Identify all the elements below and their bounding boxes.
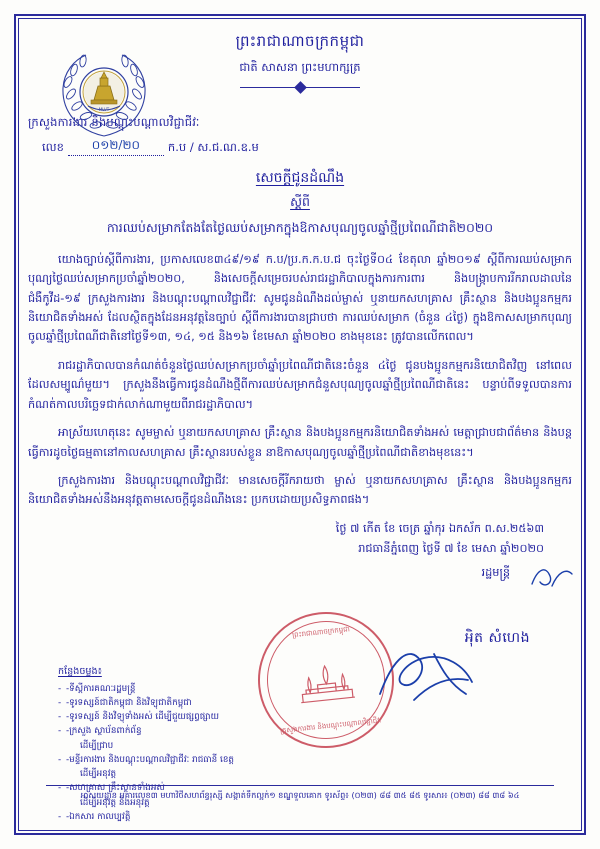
cc-item: - -ទូរទស្សន៍ជាតិកម្ពុជា និងវិទ្យុជាតិកម្ពុជា <box>58 696 308 710</box>
cc-item: - -ទីស្ដីការគណៈរដ្ឋមន្ត្រី <box>58 682 308 696</box>
title-block <box>28 168 572 238</box>
page-title: សេចក្ដីជូនដំណឹង <box>255 170 345 186</box>
ornamental-divider <box>240 83 360 93</box>
cc-item: - -សហគ្រាស គ្រឹះស្ថានទាំងអស់ <box>58 781 308 795</box>
cc-item-note: ដើម្បីអនុវត្ត និងអនុវត្ត <box>80 797 150 808</box>
signatory-name: អុិត សំហេង <box>464 629 530 646</box>
number-value: ០១២/២០ <box>68 137 164 156</box>
kingdom-title: ព្រះរាជាណាចក្រកម្ពុជា <box>235 32 365 50</box>
cc-item: - -ក្រសួង ស្ថាប័នពាក់ព័ន្ធ <box>58 724 308 738</box>
body-paragraph: យោងច្បាប់ស្ដីពីការងារ, ប្រកាសលេខ៣៤៩/១៩ ក.ប/ប្រ.ក.ក.ប.ជ ចុះថ្ងៃទី០៤ ខែតុលា ឆ្នាំ២០១៩ ស្ដីពីការឈប់សម្រាកបុណ្យថ្ងៃឈប់សម្រាកប្រចាំឆ្នាំ២០២០, និងសេចក្ដីសម្រេចរបស់រាជរដ្ឋាភិបាលក្នុងការការពារ និងបង្ក្រាបការរីករាលដាលនៃជំងឺកូវីដ-១៩ ក្រសួងការងារ និងបណ្ដុះបណ្ដាលវិជ្ជាជីវៈ សូមជូនដំណឹងដល់ម្ចាស់ ឬនាយកសហគ្រាស គ្រឹះស្ថាន និងបងប្អូនកម្មករនិយោជិតទាំងអស់ ដែលស្ថិតក្នុងដែនអនុវត្តនៃច្បាប់ ស្ដីពីការងារបានជ្រាបថា ការឈប់សម្រាក (ចំនួន ៤ថ្ងៃ) ក្នុងឱកាសសម្រាកបុណ្យចូលឆ្នាំថ្មីប្រពៃណីជាតិនៅថ្ងៃទី១៣, ១៤, ១៥ និង១៦ ខែមេសា ឆ្នាំ២០២០ ខាងមុខនេះ ត្រូវបានលើកពេល។ <box>28 252 572 344</box>
angkor-temple-icon <box>293 659 359 705</box>
cc-item: - -ឯកសារ កាលប្បវត្តិ <box>58 810 308 824</box>
seal-bottom-text: ក្រសួងការងារ និងបណ្ដុះបណ្ដាលវិជ្ជាជីវៈ <box>279 716 383 736</box>
title-subject-label: ស្ដីពី <box>290 194 310 209</box>
initial-signature-mark <box>528 562 576 590</box>
cc-item: - -ទូរទស្សន៍ និងវិទ្យុទាំងអស់ ដើម្បីជួយផ្សព្វផ្សាយ <box>58 710 308 724</box>
signature-date-lunar: ថ្ងៃ ៧ កើត ខែ ចេត្រ ឆ្នាំកុរ ឯកស័ក ព.ស.២៥៦៣ <box>335 521 544 535</box>
cc-item-note: ដើម្បីអនុវត្ត <box>80 769 117 780</box>
body-paragraph: រាជរដ្ឋាភិបាលបានកំណត់ចំនួនថ្ងៃឈប់សម្រាកប្រចាំឆ្នាំប្រពៃណីជាតិនេះចំនួន ៤ថ្ងៃ ជូនបងប្អូនកម្មករនិយោជិតវិញ នៅពេលដែលសម្បូណ៌មួយ។ ក្រសួងនឹងធ្វើការជូនដំណឹងថ្មីពីការឈប់សម្រាកជំនួសបុណ្យចូលឆ្នាំថ្មីប្រពៃណីជាតិនេះ បន្ទាប់ពីទទួលបានការកំណត់កាលបរិច្ឆេទជាក់លាក់ណាមួយពីរាជរដ្ឋាភិបាល។ <box>28 358 572 411</box>
body-paragraph: ក្រសួងការងារ និងបណ្ដុះបណ្ដាលវិជ្ជាជីវៈ មានសេចក្ដីរីករាយថា ម្ចាស់ ឬនាយកសហគ្រាស គ្រឹះស្ថាន និងបងប្អូនកម្មករនិយោជិតទាំងអស់នឹងអនុវត្តតាមសេចក្ដីជូនដំណឹងនេះ ប្រកបដោយប្រសិទ្ធភាពផង។ <box>28 473 572 507</box>
footer-address: អាសយដ្ឋាន អគារលេខ៣ មហាវិថីសហព័ន្ធរុស្សី សង្កាត់ទឹកល្អក់១ ខណ្ឌទួលគោក ទូរស័ព្ទ៖ (០២៣) ៨៨ ៣៥ ៨៥ ទូរសារ៖ (០២៣) ៨៨ ៣៨ ៦៤ <box>46 785 554 803</box>
signature-role: រដ្ឋមន្ត្រី <box>481 566 510 580</box>
signature-date-gregorian: រាជធានីភ្នំពេញ ថ្ងៃទី ៧ ខែ មេសា ឆ្នាំ២០២០ <box>358 542 544 556</box>
document-body <box>28 250 572 510</box>
body-paragraph: អាស្រ័យហេតុនេះ សូមម្ចាស់ ឬនាយកសហគ្រាស គ្រឹះស្ថាន និងបងប្អូនកម្មករនិយោជិតទាំងអស់ មេត្តាជ្រាបជាព័ត៌មាន និងបន្តធ្វើការដូចថ្ងៃធម្មតានៅកាលសហគ្រាស គ្រឹះស្ថានរបស់ខ្លួន នាឱកាសបុណ្យចូលឆ្នាំថ្មីប្រពៃណីជាតិខាងមុខនេះ។ <box>28 426 572 459</box>
number-suffix: ក.ប / ស.ជ.ណ.ឧ.ម <box>167 140 259 154</box>
carbon-copy-title: កន្លែងចម្លង៖ <box>58 666 102 677</box>
cc-item-note: ដើម្បីជ្រាប <box>80 740 114 751</box>
cc-item: - -មន្ទីរការងារ និងបណ្ដុះបណ្ដាលវិជ្ជាជីវៈ រាជធានី ខេត្ត <box>58 753 308 767</box>
document-number-line <box>42 139 572 158</box>
seal-top-text: ព្រះរាជាណាចក្រកម្ពុជា <box>291 625 351 640</box>
number-label: លេខ <box>42 140 64 154</box>
svg-text:MLVT: MLVT <box>98 107 110 112</box>
title-topic: ការឈប់សម្រាកតែងតែថ្ងៃឈប់សម្រាកក្នុងឱកាសបុណ្យចូលឆ្នាំថ្មីប្រពៃណីជាតិ២០២០ <box>106 220 494 235</box>
royal-emblem-icon <box>50 48 158 140</box>
ministry-name: ក្រសួងការងារ និងបណ្ដុះបណ្ដាលវិជ្ជាជីវៈ <box>28 115 200 129</box>
national-motto: ជាតិ សាសនា ព្រះមហាក្សត្រ <box>239 60 361 74</box>
